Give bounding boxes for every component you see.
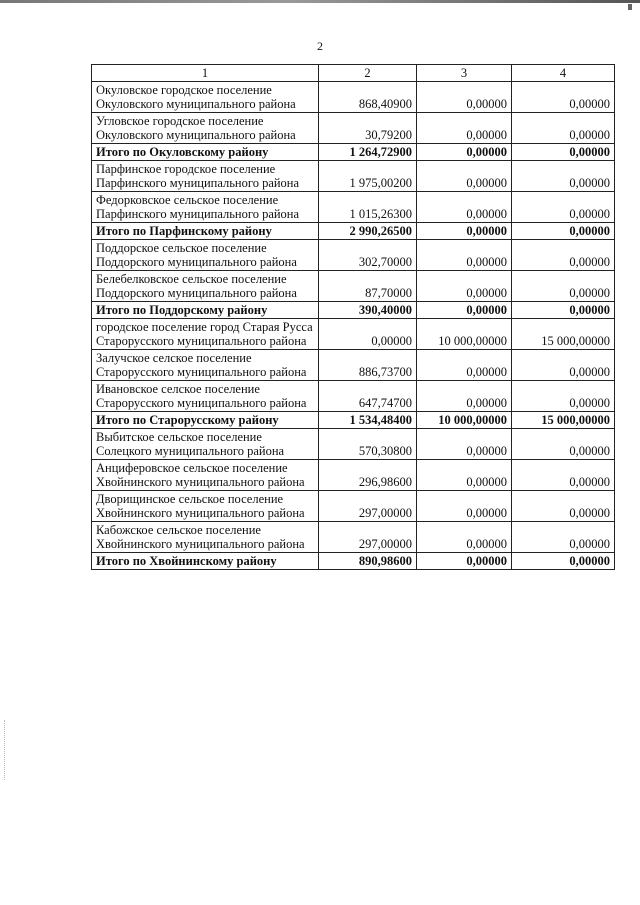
value-col-2: 890,98600 bbox=[319, 553, 417, 570]
table-total-row bbox=[92, 144, 615, 161]
district-total-label: Итого по Хвойнинскому району bbox=[92, 553, 319, 570]
table-row bbox=[92, 381, 615, 412]
settlement-name: Окуловское городское поселение Окуловского муниципального района bbox=[92, 82, 319, 113]
column-header-2: 2 bbox=[319, 65, 417, 82]
value-col-4: 0,00000 bbox=[512, 429, 615, 460]
value-col-2: 1 015,26300 bbox=[319, 192, 417, 223]
value-col-2: 0,00000 bbox=[319, 319, 417, 350]
value-col-2: 390,40000 bbox=[319, 302, 417, 319]
value-col-4: 15 000,00000 bbox=[512, 412, 615, 429]
table-row bbox=[92, 271, 615, 302]
table-row bbox=[92, 240, 615, 271]
settlement-name: Дворищинское сельское поселение Хвойнинского муниципального района bbox=[92, 491, 319, 522]
table-total-row bbox=[92, 302, 615, 319]
district-total-label: Итого по Окуловскому району bbox=[92, 144, 319, 161]
value-col-4: 0,00000 bbox=[512, 161, 615, 192]
settlement-name: Поддорское сельское поселение Поддорского муниципального района bbox=[92, 240, 319, 271]
value-col-4: 0,00000 bbox=[512, 491, 615, 522]
value-col-3: 10 000,00000 bbox=[417, 319, 512, 350]
value-col-4: 0,00000 bbox=[512, 302, 615, 319]
value-col-2: 886,73700 bbox=[319, 350, 417, 381]
value-col-2: 297,00000 bbox=[319, 522, 417, 553]
table-row bbox=[92, 82, 615, 113]
value-col-2: 30,79200 bbox=[319, 113, 417, 144]
value-col-4: 15 000,00000 bbox=[512, 319, 615, 350]
value-col-4: 0,00000 bbox=[512, 553, 615, 570]
value-col-2: 296,98600 bbox=[319, 460, 417, 491]
value-col-3: 0,00000 bbox=[417, 381, 512, 412]
settlement-name: Парфинское городское поселение Парфинского муниципального района bbox=[92, 161, 319, 192]
value-col-4: 0,00000 bbox=[512, 240, 615, 271]
value-col-3: 0,00000 bbox=[417, 82, 512, 113]
settlement-name: Белебелковское сельское поселение Поддорского муниципального района bbox=[92, 271, 319, 302]
value-col-3: 0,00000 bbox=[417, 553, 512, 570]
budget-allocation-table bbox=[91, 64, 615, 570]
value-col-3: 0,00000 bbox=[417, 350, 512, 381]
value-col-4: 0,00000 bbox=[512, 350, 615, 381]
settlement-name: Угловское городское поселение Окуловского муниципального района bbox=[92, 113, 319, 144]
column-header-4: 4 bbox=[512, 65, 615, 82]
value-col-3: 0,00000 bbox=[417, 192, 512, 223]
settlement-name: Залучское селское поселение Старорусского муниципального района bbox=[92, 350, 319, 381]
value-col-2: 1 975,00200 bbox=[319, 161, 417, 192]
value-col-3: 0,00000 bbox=[417, 302, 512, 319]
table-row bbox=[92, 522, 615, 553]
column-header-1: 1 bbox=[92, 65, 319, 82]
settlement-name: Ивановское селское поселение Старорусского муниципального района bbox=[92, 381, 319, 412]
value-col-4: 0,00000 bbox=[512, 192, 615, 223]
value-col-3: 0,00000 bbox=[417, 271, 512, 302]
table-body bbox=[92, 82, 615, 570]
table-row bbox=[92, 491, 615, 522]
value-col-4: 0,00000 bbox=[512, 144, 615, 161]
table-header-row bbox=[92, 65, 615, 82]
value-col-2: 1 534,48400 bbox=[319, 412, 417, 429]
value-col-3: 0,00000 bbox=[417, 491, 512, 522]
value-col-2: 647,74700 bbox=[319, 381, 417, 412]
table-row bbox=[92, 429, 615, 460]
value-col-3: 0,00000 bbox=[417, 161, 512, 192]
value-col-3: 0,00000 bbox=[417, 429, 512, 460]
value-col-2: 302,70000 bbox=[319, 240, 417, 271]
district-total-label: Итого по Парфинскому району bbox=[92, 223, 319, 240]
value-col-4: 0,00000 bbox=[512, 113, 615, 144]
table-row bbox=[92, 350, 615, 381]
value-col-4: 0,00000 bbox=[512, 381, 615, 412]
scan-corner-mark bbox=[628, 4, 632, 10]
table-row bbox=[92, 161, 615, 192]
value-col-3: 0,00000 bbox=[417, 223, 512, 240]
value-col-2: 1 264,72900 bbox=[319, 144, 417, 161]
settlement-name: Выбитское сельское поселение Солецкого муниципального района bbox=[92, 429, 319, 460]
table-total-row bbox=[92, 412, 615, 429]
table-row bbox=[92, 460, 615, 491]
table-row bbox=[92, 319, 615, 350]
table-total-row bbox=[92, 223, 615, 240]
value-col-3: 0,00000 bbox=[417, 522, 512, 553]
value-col-4: 0,00000 bbox=[512, 82, 615, 113]
value-col-2: 2 990,26500 bbox=[319, 223, 417, 240]
page-number: 2 bbox=[317, 39, 323, 53]
table-row bbox=[92, 192, 615, 223]
column-header-3: 3 bbox=[417, 65, 512, 82]
scan-top-edge bbox=[0, 0, 640, 3]
value-col-3: 0,00000 bbox=[417, 113, 512, 144]
value-col-3: 0,00000 bbox=[417, 240, 512, 271]
value-col-2: 570,30800 bbox=[319, 429, 417, 460]
table-total-row bbox=[92, 553, 615, 570]
value-col-4: 0,00000 bbox=[512, 223, 615, 240]
value-col-3: 0,00000 bbox=[417, 460, 512, 491]
value-col-2: 868,40900 bbox=[319, 82, 417, 113]
scan-margin-artifact bbox=[4, 720, 7, 780]
value-col-4: 0,00000 bbox=[512, 460, 615, 491]
district-total-label: Итого по Старорусскому району bbox=[92, 412, 319, 429]
district-total-label: Итого по Поддорскому району bbox=[92, 302, 319, 319]
value-col-3: 0,00000 bbox=[417, 144, 512, 161]
value-col-2: 297,00000 bbox=[319, 491, 417, 522]
settlement-name: Анциферовское сельское поселение Хвойнинского муниципального района bbox=[92, 460, 319, 491]
settlement-name: городское поселение город Старая Русса Старорусского муниципального района bbox=[92, 319, 319, 350]
value-col-4: 0,00000 bbox=[512, 271, 615, 302]
settlement-name: Федорковское сельское поселение Парфинского муниципального района bbox=[92, 192, 319, 223]
value-col-4: 0,00000 bbox=[512, 522, 615, 553]
table-row bbox=[92, 113, 615, 144]
settlement-name: Кабожское сельское поселение Хвойнинского муниципального района bbox=[92, 522, 319, 553]
value-col-3: 10 000,00000 bbox=[417, 412, 512, 429]
value-col-2: 87,70000 bbox=[319, 271, 417, 302]
